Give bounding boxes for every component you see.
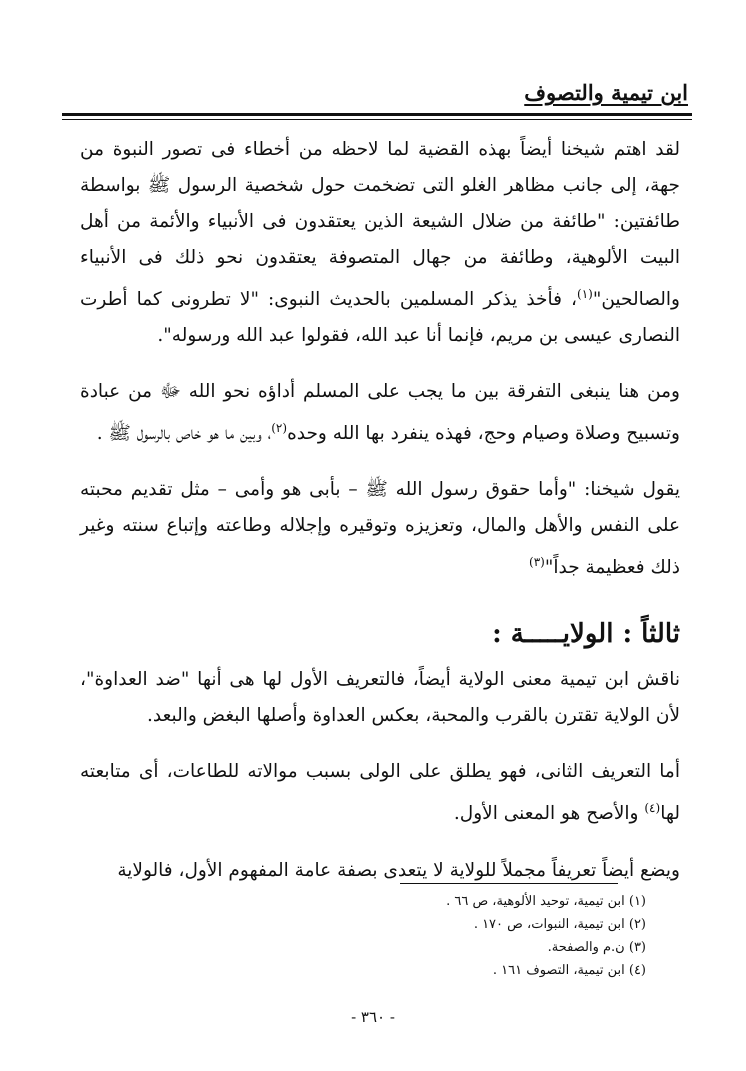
section-paragraph-3: ويضع أيضاً تعريفاً مجملاً للولاية لا يتعدى بصفة عامة المفهوم الأول، فالولاية xyxy=(117,859,680,881)
header-rule xyxy=(62,113,692,116)
footnote-1: (١) ابن تيمية، توحيد الألوهية، ص ٦٦ . xyxy=(446,894,646,909)
footnote-2: (٢) ابن تيمية، النبوات، ص ١٧٠ . xyxy=(473,917,646,932)
footnote-3: (٣) ن.م والصفحة. xyxy=(547,940,646,955)
paragraph-3: يقول شيخنا: "وأما حقوق رسول الله ﷺ – بأبى هو وأمى – مثل تقديم محبته على النفس والأهل والمال، وتعزيزه وتوقيره وإجلاله وطاعته وإتباع سنته وغير ذلك فعظيمة جداً"$^{(٣)}$ xyxy=(80,479,680,579)
header-rule-thin xyxy=(62,119,692,120)
footnote-rule xyxy=(400,883,618,884)
running-header: ابن تيمية والتصوف xyxy=(524,80,688,105)
section-paragraph-1: ناقش ابن تيمية معنى الولاية أيضاً، فالتعريف الأول لها هى أنها "ضد العداوة"، لأن الولاية تقترن بالقرب والمحبة، بعكس العداوة وأصلها البغض والبعد. xyxy=(80,669,680,727)
paragraph-1: لقد اهتم شيخنا أيضاً بهذه القضية لما لاحظه من أخطاء فى تصور النبوة من جهة، إلى جانب مظاهر الغلو التى تضخمت حول شخصية الرسول ﷺ بواسطة طائفتين: "طائفة من ضلال الشيعة الذين يعتقدون فى الأنبياء والأئمة من أهل البيت الألوهية، وطائفة من جهال المتصوفة يعتقدون نحو ذلك فى الأنبياء والصالحين"$^{(١)}$، فأخذ يذكر المسلمين بالحديث النبوى: "لا تطرونى كما أطرت النصارى عيسى بن مريم، فإنما أنا عبد الله، فقولوا عبد الله ورسوله". xyxy=(80,139,680,347)
footnote-4: (٤) ابن تيمية، التصوف ١٦١ . xyxy=(492,963,646,978)
section-paragraph-2: أما التعريف الثانى، فهو يطلق على الولى بسبب موالاته للطاعات، أى متابعته لها$^{(٤)}$ والأصح هو المعنى الأول. xyxy=(80,761,680,825)
footnotes xyxy=(446,890,646,982)
footnote-ref-1: (١) xyxy=(577,287,593,301)
page-number: - ٣٦٠ - xyxy=(351,1008,395,1026)
footnote-ref-2: (٢) xyxy=(271,421,288,436)
footnote-ref-3: (٣) xyxy=(529,555,545,570)
section-heading: ثالثاً : الولايـــــة : xyxy=(492,619,680,650)
footnote-ref-4: (٤) xyxy=(644,801,661,816)
paragraph-2: ومن هنا ينبغى التفرقة بين ما يجب على المسلم أداؤه نحو الله ﷻ من عبادة وتسبيح وصلاة وصيام وحج، فهذه ينفرد بها الله وحده$^{(٢)}$، وبين ما هو خاص بالرسول ﷺ . xyxy=(80,381,680,445)
main-text xyxy=(80,132,680,909)
